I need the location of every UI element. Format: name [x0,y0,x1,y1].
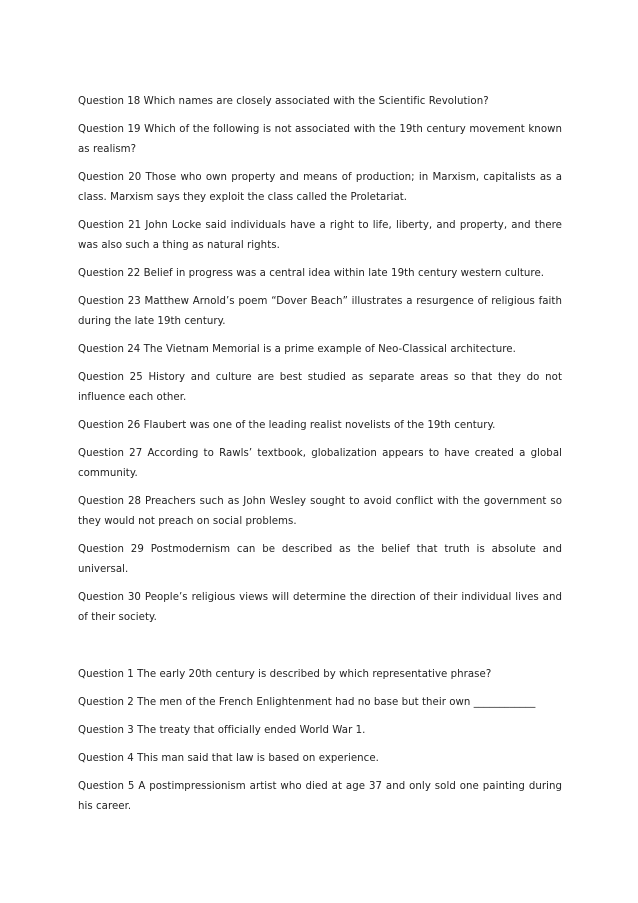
document-page [78,92,562,825]
question-30: Question 30 People’s religious views will determine the direction of their individual lives and of their society. [78,592,562,623]
question-4: Question 4 This man said that law is based on experience. [78,753,379,764]
question-25: Question 25 History and culture are best studied as separate areas so that they do not influence each other. [78,372,562,403]
question-19: Question 19 Which of the following is not associated with the 19th century movement known as realism? [78,124,562,155]
question-26: Question 26 Flaubert was one of the leading realist novelists of the 19th century. [78,420,496,431]
question-29: Question 29 Postmodernism can be described as the belief that truth is absolute and universal. [78,544,562,575]
question-20: Question 20 Those who own property and means of production; in Marxism, capitalists as a class. Marxism says they exploit the class called the Proletariat. [78,172,562,203]
question-18: Question 18 Which names are closely associated with the Scientific Revolution? [78,96,489,107]
question-5: Question 5 A postimpressionism artist who died at age 37 and only sold one painting during his career. [78,781,562,812]
question-24: Question 24 The Vietnam Memorial is a prime example of Neo-Classical architecture. [78,344,516,355]
question-3: Question 3 The treaty that officially ended World War 1. [78,725,366,736]
question-1: Question 1 The early 20th century is described by which representative phrase? [78,669,492,680]
question-group-2 [78,665,562,817]
question-27: Question 27 According to Rawls’ textbook, globalization appears to have created a global community. [78,448,562,479]
question-2: Question 2 The men of the French Enlightenment had no base but their own ____________ [78,697,536,708]
question-21: Question 21 John Locke said individuals have a right to life, liberty, and property, and there was also such a thing as natural rights. [78,220,562,251]
question-28: Question 28 Preachers such as John Wesley sought to avoid conflict with the government so they would not preach on social problems. [78,496,562,527]
question-23: Question 23 Matthew Arnold’s poem “Dover Beach” illustrates a resurgence of religious faith during the late 19th century. [78,296,562,327]
question-22: Question 22 Belief in progress was a central idea within late 19th century western culture. [78,268,545,279]
question-group-1 [78,92,562,628]
section-gap [78,636,562,665]
